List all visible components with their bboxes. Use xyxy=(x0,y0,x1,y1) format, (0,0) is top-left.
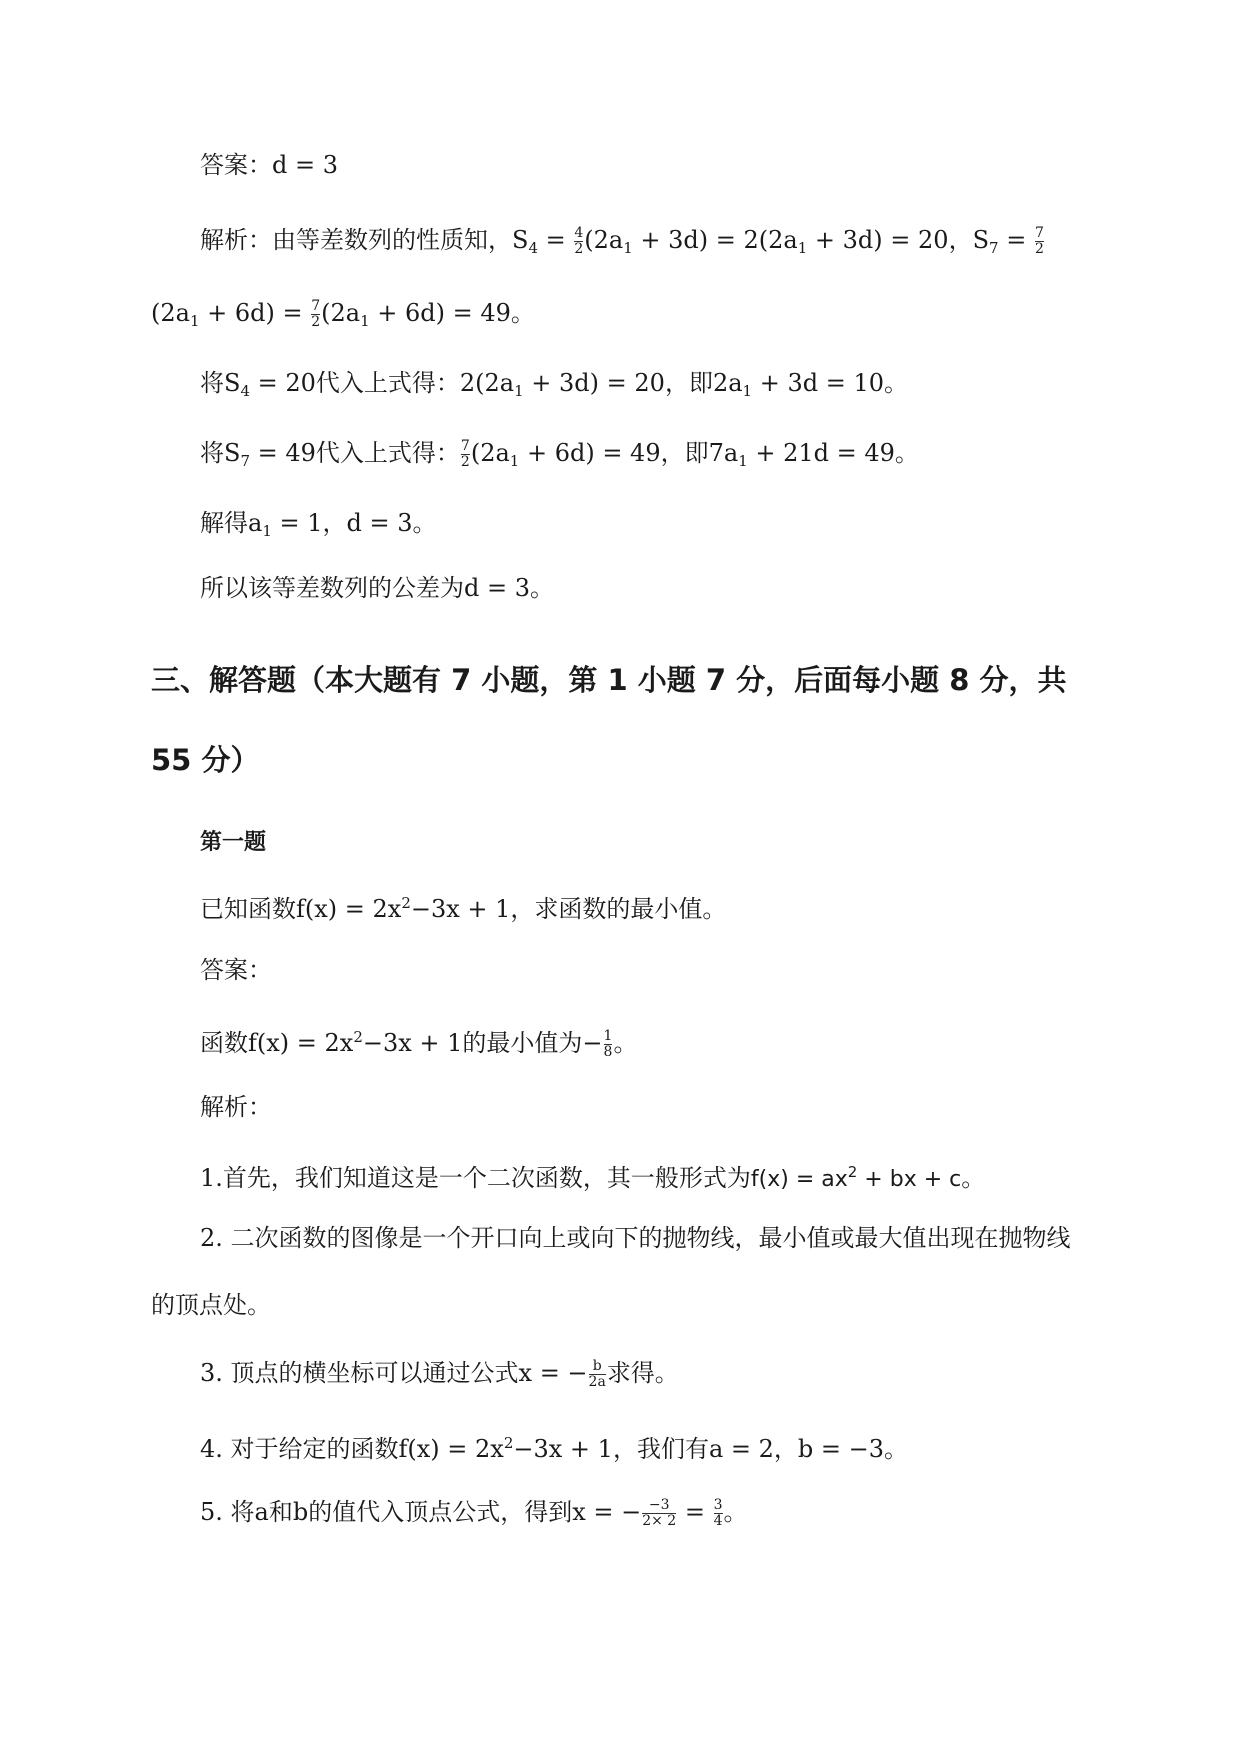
answer-end: 。 xyxy=(613,1029,638,1057)
a1-subscript: 1 xyxy=(742,382,753,400)
s7-subscript: 7 xyxy=(989,239,999,257)
frac-den: 2 xyxy=(1034,241,1044,257)
eq1-tail: + 3d) = 2(2a xyxy=(632,226,798,254)
step-substitute-s7 xyxy=(200,438,919,476)
line2-c: (2a xyxy=(321,299,361,327)
frac-num: 1 xyxy=(603,1028,613,1044)
a1-subscript: 1 xyxy=(360,312,370,330)
analysis-step-1 xyxy=(200,1157,985,1195)
eq1-part: (2a xyxy=(584,226,624,254)
answer-label: 答案： xyxy=(200,956,272,984)
analysis-step-5 xyxy=(200,1497,748,1529)
frac-num: 7 xyxy=(460,438,470,454)
s1-a: 1.首先，我们知道这是一个二次函数，其一般形式为 xyxy=(200,1164,751,1192)
step1-b: = 20代入上式得：2(2a xyxy=(250,369,515,397)
a1-subscript: 1 xyxy=(514,382,524,400)
fraction-1-over-8 xyxy=(604,1029,613,1060)
frac-num: 3 xyxy=(713,1497,723,1513)
s5-end: 。 xyxy=(723,1498,748,1526)
frac-den: 8 xyxy=(603,1044,613,1060)
analysis-label: 解析： xyxy=(200,1093,272,1121)
step2-b: = 49代入上式得： xyxy=(250,439,460,467)
answer-text: 答案：d = 3 xyxy=(200,151,338,179)
s4-b: −3x + 1，我们有a = 2，b = −3。 xyxy=(513,1435,908,1463)
frac-den: 2a xyxy=(588,1374,606,1390)
analysis-line-1: 解析：由等差数列的性质知，$S_4$ = $\frac{4}{2}$ $(2a_1 + 3d) = 2(2a_1 + 3d) = 20$，$S_7$ = $\frac{7}{2}$ xyxy=(200,225,1044,257)
exponent-2: 2 xyxy=(503,1434,514,1452)
problem1-question xyxy=(200,888,726,924)
frac-num: 7 xyxy=(311,298,321,314)
analysis-step-3 xyxy=(200,1358,679,1390)
frac-den: 4 xyxy=(713,1513,723,1529)
fraction-neg3-over-2x2 xyxy=(642,1498,676,1529)
s1-end: 。 xyxy=(961,1164,986,1192)
s5-eq: = xyxy=(677,1498,713,1526)
analysis-step-4 xyxy=(200,1428,908,1464)
question-a: 已知函数f(x) = 2x xyxy=(200,895,402,923)
a1-subscript: 1 xyxy=(262,522,272,540)
s4-a: 4. 对于给定的函数f(x) = 2x xyxy=(200,1435,504,1463)
fraction-7-over-2 xyxy=(1035,226,1044,257)
exponent-2: 2 xyxy=(401,894,411,912)
conclusion-line xyxy=(200,573,554,603)
frac-num: −3 xyxy=(648,1497,670,1513)
s3-a: 3. 顶点的横坐标可以通过公式x = − xyxy=(200,1359,588,1387)
step2-c: (2a xyxy=(470,439,510,467)
frac-den: 2× 2 xyxy=(642,1513,677,1529)
line2-b: + 6d) = xyxy=(199,299,311,327)
a1-subscript: 1 xyxy=(623,239,633,257)
step1-a: 将S xyxy=(200,369,241,397)
step-substitute-s4 xyxy=(200,368,908,406)
question-b: −3x + 1，求函数的最小值。 xyxy=(410,895,727,923)
fraction-7-over-2 xyxy=(311,299,320,330)
step2-a: 将S xyxy=(200,439,241,467)
solve-a: 解得a xyxy=(200,509,263,537)
fraction-b-over-2a xyxy=(589,1359,606,1390)
problem1-label: 第一题 xyxy=(200,830,267,855)
solve-line xyxy=(200,508,437,546)
s7-subscript: 7 xyxy=(240,452,250,470)
problem1-answer-label xyxy=(200,955,272,985)
fraction-7-over-2 xyxy=(461,439,470,470)
analysis-step-2-line1 xyxy=(200,1223,1071,1253)
exponent-2: 2 xyxy=(353,1028,363,1046)
a1-subscript: 1 xyxy=(738,452,748,470)
s2-line1: 2. 二次函数的图像是一个开口向上或向下的抛物线，最小值或最大值出现在抛物线 xyxy=(200,1224,1071,1252)
step2-d: + 6d) = 49，即7a xyxy=(519,439,739,467)
s5-a: 5. 将a和b的值代入顶点公式，得到x = − xyxy=(200,1498,642,1526)
step2-e: + 21d = 49。 xyxy=(747,439,919,467)
analysis-line-2 xyxy=(151,298,535,336)
line2-d: + 6d) = 49。 xyxy=(369,299,535,327)
section3-title-line1: 三、解答题（本大题有 7 小题，第 1 小题 7 分，后面每小题 8 分，共 xyxy=(151,663,1067,697)
solve-b: = 1，d = 3。 xyxy=(271,509,437,537)
conclusion-text: 所以该等差数列的公差为d = 3。 xyxy=(200,574,554,602)
line2-a: (2a xyxy=(151,299,190,327)
step1-c: + 3d) = 20，即2a xyxy=(523,369,743,397)
answer-b: −3x + 1的最小值为− xyxy=(362,1029,603,1057)
problem1-analysis-label xyxy=(200,1092,272,1122)
fraction-3-over-4 xyxy=(714,1498,723,1529)
answer-a: 函数f(x) = 2x xyxy=(200,1029,354,1057)
s1-c: + bx + c xyxy=(857,1167,962,1192)
problem1-answer xyxy=(200,1022,637,1060)
analysis-prefix: 解析：由等差数列的性质知，S xyxy=(200,226,529,254)
frac-num: 7 xyxy=(1034,225,1044,241)
s3-b: 求得。 xyxy=(606,1359,679,1387)
s4-subscript: 4 xyxy=(240,382,250,400)
fraction-4-over-2 xyxy=(574,226,583,257)
a1-subscript: 1 xyxy=(509,452,520,470)
frac-den: 2 xyxy=(311,314,321,330)
s1-b: f(x) = ax xyxy=(750,1167,848,1192)
frac-num: 4 xyxy=(574,225,584,241)
a1-subscript: 1 xyxy=(189,312,200,330)
s4-subscript: 4 xyxy=(528,239,538,257)
eq1-tail2: + 3d) = 20，S xyxy=(807,226,990,254)
step1-d: + 3d = 10。 xyxy=(752,369,908,397)
frac-den: 2 xyxy=(574,241,584,257)
exponent-2: 2 xyxy=(847,1163,858,1181)
frac-den: 2 xyxy=(460,454,470,470)
frac-num: b xyxy=(592,1358,602,1374)
answer-line xyxy=(200,150,338,180)
analysis-step-2-line2 xyxy=(151,1290,271,1320)
s2-line2: 的顶点处。 xyxy=(151,1291,271,1319)
a1-subscript: 1 xyxy=(797,239,808,257)
section3-title-line2: 55 分） xyxy=(151,743,260,777)
